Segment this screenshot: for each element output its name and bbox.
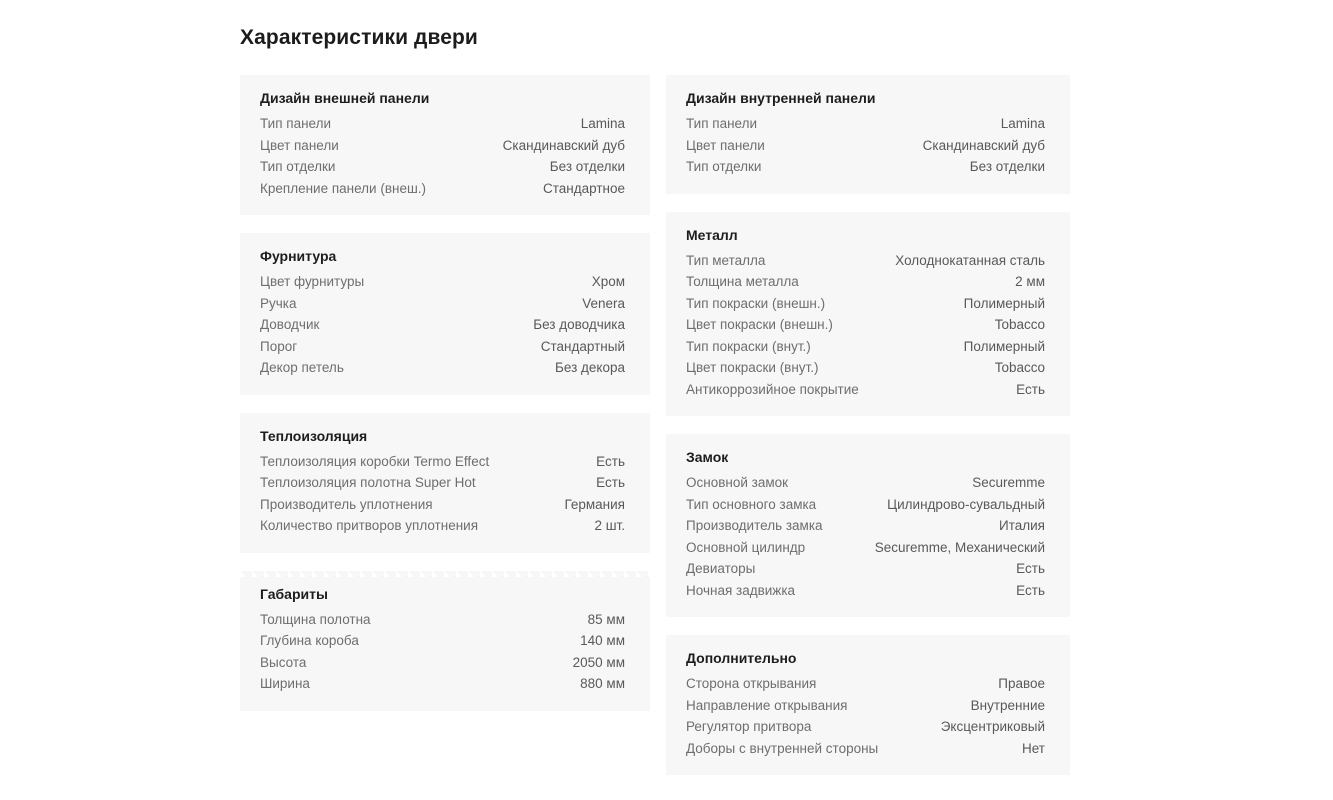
spec-value: Tobacco (994, 317, 1045, 332)
spec-label: Основной замок (686, 475, 789, 490)
spec-row (686, 357, 1045, 379)
spec-value: Без доводчика (533, 317, 625, 332)
spec-value: Стандартный (540, 338, 625, 354)
spec-label: Девиаторы (686, 561, 756, 576)
spec-value: Эксцентриковый (940, 719, 1045, 734)
spec-row (260, 357, 625, 379)
spec-value: Lamina (580, 116, 625, 131)
spec-row (686, 738, 1045, 760)
spec-row (260, 113, 625, 135)
spec-value: 85 мм (587, 611, 625, 627)
spec-label: Тип панели (260, 116, 332, 131)
spec-row (686, 336, 1045, 358)
spec-row (260, 630, 625, 652)
spec-value: Tobacco (994, 360, 1045, 375)
spec-card-title: Фурнитура (260, 248, 337, 264)
spec-row (686, 314, 1045, 336)
spec-label: Регулятор притвора (686, 719, 812, 734)
spec-value: Цилиндрово-сувальдный (887, 496, 1045, 512)
spec-card-additional (666, 635, 1070, 775)
spec-card-title: Металл (686, 226, 738, 243)
spec-card-dimensions (240, 571, 650, 711)
spec-label: Тип покраски (внешн.) (686, 295, 826, 311)
spec-row (260, 336, 625, 358)
spec-card-title: Дизайн внутренней панели (686, 90, 876, 106)
spec-row (686, 271, 1045, 293)
spec-label: Тип металла (686, 252, 766, 268)
spec-label: Цвет панели (260, 137, 339, 153)
spec-card-title: Дизайн внешней панели (260, 90, 430, 106)
spec-label: Цвет панели (686, 137, 765, 153)
spec-row (260, 472, 625, 494)
spec-label: Теплоизоляция коробки Termo Effect (260, 453, 490, 469)
spec-value: Есть (596, 453, 625, 469)
spec-row (686, 135, 1045, 157)
spec-row (686, 537, 1045, 559)
spec-label: Основной цилиндр (686, 539, 806, 555)
spec-label: Крепление панели (внеш.) (260, 180, 427, 196)
spec-card-title: Габариты (260, 585, 328, 602)
spec-label: Глубина короба (260, 633, 359, 648)
spec-label: Тип отделки (260, 159, 336, 174)
spec-value: Без отделки (969, 159, 1045, 174)
spec-label: Цвет фурнитуры (260, 274, 365, 289)
spec-row (686, 580, 1045, 602)
spec-card-title: Теплоизоляция (260, 427, 368, 444)
spec-row (260, 314, 625, 336)
spec-label: Тип основного замка (686, 496, 817, 512)
spec-label: Тип панели (686, 116, 758, 131)
spec-value: Холоднокатанная сталь (895, 252, 1045, 268)
spec-row (260, 515, 625, 537)
specs-column-right (666, 75, 1070, 775)
spec-card-title: Замок (686, 449, 729, 465)
spec-card-internal-panel-design (666, 75, 1070, 194)
spec-label: Производитель уплотнения (260, 496, 433, 512)
spec-value: Правое (998, 676, 1045, 691)
spec-row (260, 652, 625, 674)
spec-row (686, 494, 1045, 516)
spec-row (686, 293, 1045, 315)
spec-row (260, 178, 625, 200)
spec-value: Внутренние (970, 697, 1045, 713)
spec-label: Производитель замка (686, 518, 823, 533)
spec-row (686, 379, 1045, 401)
spec-row (686, 716, 1045, 738)
spec-row (686, 515, 1045, 537)
spec-value: Есть (1016, 381, 1045, 397)
spec-row (686, 673, 1045, 695)
spec-row (686, 558, 1045, 580)
spec-value: Нет (1022, 740, 1045, 756)
spec-value: Стандартное (543, 180, 625, 196)
spec-label: Антикоррозийное покрытие (686, 381, 859, 397)
spec-label: Толщина полотна (260, 611, 371, 627)
spec-label: Цвет покраски (внешн.) (686, 317, 833, 332)
spec-value: Германия (564, 496, 625, 512)
spec-value: Скандинавский дуб (922, 137, 1045, 153)
page-title: Характеристики двери (240, 26, 478, 49)
spec-card-lock (666, 434, 1070, 617)
spec-label: Направление открывания (686, 697, 848, 713)
spec-row (686, 156, 1045, 178)
spec-label: Декор петель (260, 360, 344, 375)
spec-label: Ручка (260, 295, 297, 311)
spec-value: 2050 мм (572, 654, 625, 670)
spec-row (260, 271, 625, 293)
spec-label: Сторона открывания (686, 676, 817, 691)
spec-label: Порог (260, 338, 298, 354)
spec-value: 2 шт. (594, 518, 625, 533)
spec-row (260, 494, 625, 516)
spec-value: 140 мм (580, 633, 625, 648)
spec-value: 2 мм (1015, 274, 1045, 289)
spec-label: Доводчик (260, 317, 320, 332)
spec-label: Тип отделки (686, 159, 762, 174)
spec-label: Теплоизоляция полотна Super Hot (260, 475, 476, 490)
spec-card-title: Дополнительно (686, 650, 797, 666)
spec-label: Толщина металла (686, 274, 799, 289)
spec-value: 880 мм (580, 676, 625, 691)
spec-row (686, 250, 1045, 272)
spec-value: Италия (999, 518, 1045, 533)
spec-row (260, 673, 625, 695)
spec-value: Полимерный (963, 338, 1045, 354)
spec-value: Venera (582, 295, 625, 311)
spec-row (260, 135, 625, 157)
spec-value: Хром (591, 274, 625, 289)
specs-column-left (240, 75, 650, 711)
spec-row (686, 113, 1045, 135)
spec-card-metal (666, 212, 1070, 417)
spec-row (260, 293, 625, 315)
spec-value: Полимерный (963, 295, 1045, 311)
spec-value: Без декора (555, 360, 625, 375)
spec-label: Тип покраски (внут.) (686, 338, 811, 354)
spec-label: Цвет покраски (внут.) (686, 360, 819, 375)
spec-row (686, 472, 1045, 494)
spec-value: Без отделки (549, 159, 625, 174)
spec-label: Ширина (260, 676, 310, 691)
spec-value: Securemme (972, 475, 1045, 490)
spec-label: Ночная задвижка (686, 582, 796, 598)
spec-value: Есть (1016, 561, 1045, 576)
spec-value: Lamina (1000, 116, 1045, 131)
spec-label: Количество притворов уплотнения (260, 518, 479, 533)
spec-row (260, 451, 625, 473)
spec-value: Скандинавский дуб (502, 137, 625, 153)
spec-value: Есть (1016, 582, 1045, 598)
spec-card-hardware (240, 233, 650, 395)
spec-label: Высота (260, 654, 307, 670)
spec-label: Доборы с внутренней стороны (686, 740, 879, 756)
spec-row (686, 695, 1045, 717)
spec-card-external-panel-design (240, 75, 650, 215)
spec-row (260, 609, 625, 631)
specs-grid (240, 75, 1070, 775)
spec-card-thermal-insulation (240, 413, 650, 553)
spec-value: Есть (596, 475, 625, 490)
spec-row (260, 156, 625, 178)
spec-value: Securemme, Механический (874, 539, 1045, 555)
